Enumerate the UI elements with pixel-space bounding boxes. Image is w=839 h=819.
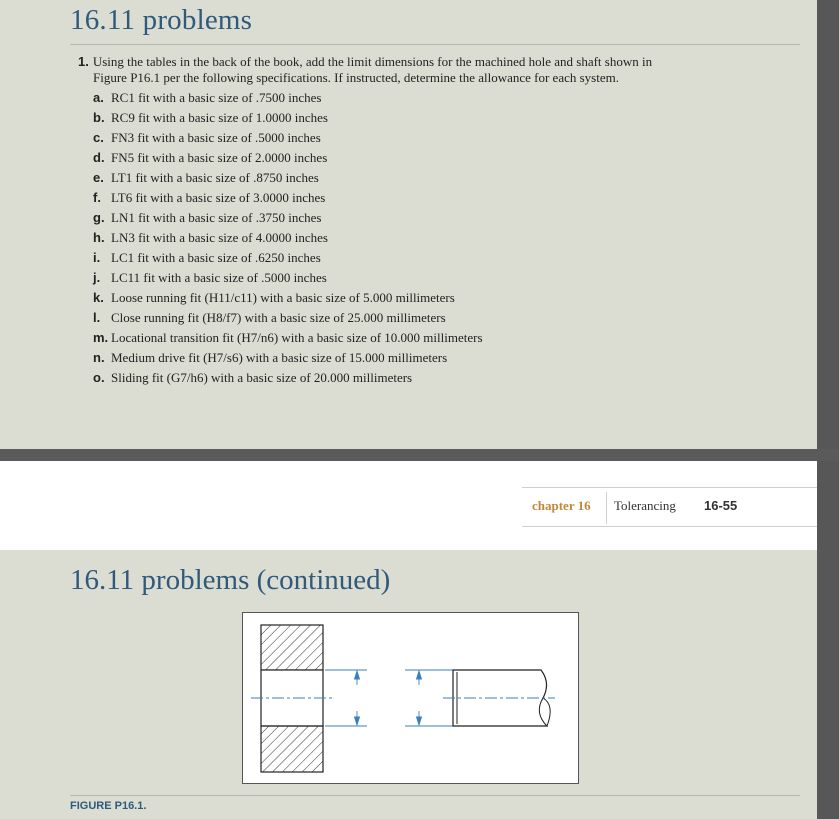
- spec-item-letter: h.: [93, 230, 105, 245]
- spec-item: [93, 350, 483, 370]
- running-footer: [522, 487, 817, 527]
- spec-item: [93, 110, 483, 130]
- spec-item-text: LN3 fit with a basic size of 4.0000 inches: [111, 230, 328, 245]
- figure-p16-1: [242, 612, 579, 784]
- spec-item-text: FN3 fit with a basic size of .5000 inches: [111, 130, 321, 145]
- figure-divider: [70, 795, 800, 796]
- problem-text-line1: Using the tables in the back of the book, add the limit dimensions for the machined hole and shaft shown in: [92, 54, 653, 69]
- hole-part: [251, 625, 335, 772]
- spec-item: [93, 270, 483, 290]
- spec-item-text: Close running fit (H8/f7) with a basic size of 25.000 millimeters: [111, 310, 446, 325]
- spec-item: [93, 150, 483, 170]
- spec-item-text: FN5 fit with a basic size of 2.0000 inches: [111, 150, 328, 165]
- chapter-label: chapter 16: [532, 498, 591, 513]
- spec-item-text: Loose running fit (H11/c11) with a basic size of 5.000 millimeters: [111, 290, 455, 305]
- spec-item-letter: g.: [93, 210, 105, 225]
- viewer-scrollbar[interactable]: [817, 0, 839, 819]
- section-title: 16.11 problems: [70, 4, 253, 36]
- page-number: 16-55: [704, 498, 738, 513]
- spec-item-letter: c.: [93, 130, 104, 145]
- problem-statement: [78, 54, 768, 86]
- spec-item-text: Locational transition fit (H7/n6) with a basic size of 10.000 millimeters: [111, 330, 483, 345]
- spec-item: [93, 210, 483, 230]
- spec-item-letter: n.: [93, 350, 105, 365]
- spec-item: [93, 90, 483, 110]
- spec-item-letter: a.: [93, 90, 104, 105]
- spec-item-letter: j.: [93, 270, 101, 285]
- specification-list: [93, 90, 483, 390]
- spec-item: [93, 230, 483, 250]
- spec-item-text: Medium drive fit (H7/s6) with a basic size of 15.000 millimeters: [111, 350, 448, 365]
- spec-item-text: LN1 fit with a basic size of .3750 inches: [111, 210, 322, 225]
- spec-item-text: LT6 fit with a basic size of 3.0000 inches: [111, 190, 326, 205]
- problem-number: 1.: [78, 54, 89, 69]
- spec-item-letter: f.: [93, 190, 101, 205]
- spec-item: [93, 190, 483, 210]
- chapter-topic: Tolerancing: [614, 498, 676, 513]
- title-divider: [70, 44, 800, 45]
- spec-item-text: RC1 fit with a basic size of .7500 inches: [111, 90, 322, 105]
- spec-item-text: LC11 fit with a basic size of .5000 inches: [111, 270, 327, 285]
- spec-item: [93, 330, 483, 350]
- shaft-part: [443, 670, 555, 726]
- spec-item-letter: e.: [93, 170, 104, 185]
- page-gap: [0, 449, 839, 461]
- spec-item: [93, 370, 483, 390]
- spec-item: [93, 170, 483, 190]
- hole-upper-section: [261, 625, 323, 670]
- spec-item-letter: m.: [93, 330, 109, 345]
- section-title-continued: 16.11 problems (continued): [70, 564, 391, 596]
- spec-item-text: RC9 fit with a basic size of 1.0000 inches: [111, 110, 328, 125]
- hole-shaft-drawing: [243, 613, 578, 783]
- spec-item: [93, 130, 483, 150]
- spec-item-letter: k.: [93, 290, 104, 305]
- spec-item-letter: b.: [93, 110, 105, 125]
- spec-item: [93, 290, 483, 310]
- spec-item-text: LT1 fit with a basic size of .8750 inches: [111, 170, 319, 185]
- spec-item-text: LC1 fit with a basic size of .6250 inches: [111, 250, 321, 265]
- hole-bore: [261, 670, 323, 726]
- hole-lower-section: [261, 726, 323, 772]
- figure-caption: FIGURE P16.1.: [70, 800, 147, 812]
- spec-item: [93, 310, 483, 330]
- spec-item-letter: l.: [93, 310, 101, 325]
- spec-item-letter: d.: [93, 150, 105, 165]
- spec-item-letter: i.: [93, 250, 101, 265]
- problem-text-line2: Figure P16.1 per the following specifications. If instructed, determine the allowance for each system.: [93, 70, 619, 85]
- footer-divider: [606, 492, 607, 524]
- spec-item-letter: o.: [93, 370, 105, 385]
- spec-item-text: Sliding fit (G7/h6) with a basic size of 20.000 millimeters: [111, 370, 413, 385]
- spec-item: [93, 250, 483, 270]
